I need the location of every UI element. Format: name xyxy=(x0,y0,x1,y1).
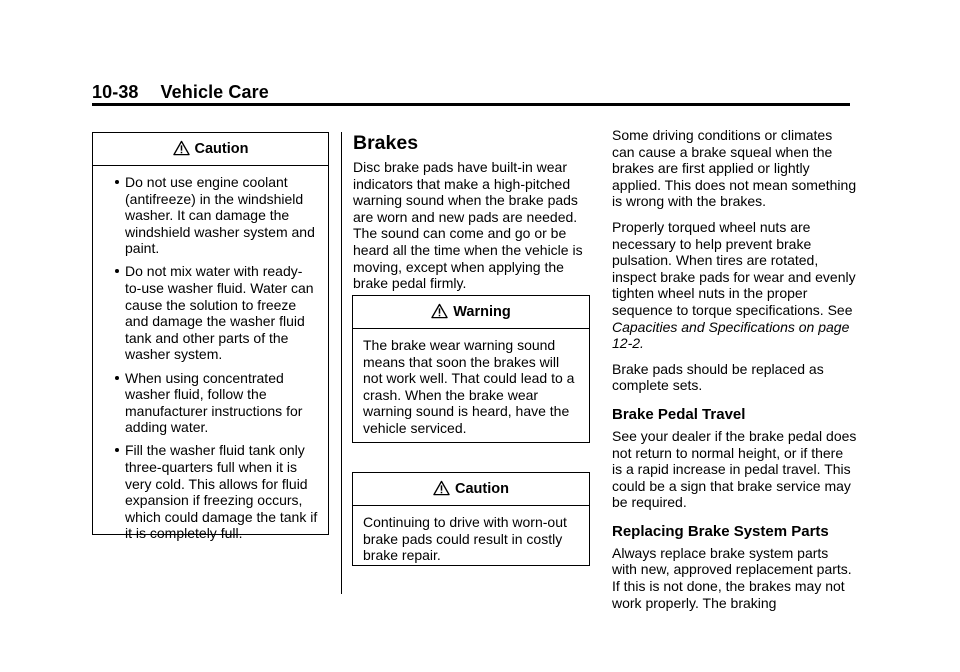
replacing-parts-heading: Replacing Brake System Parts xyxy=(612,522,829,540)
brake-pedal-travel-paragraph: See your dealer if the brake pedal does not return to normal height, or if there is a rapid increase in pedal travel. This could be a sign that brake service may be required. xyxy=(612,427,857,511)
warning-box-brake-wear xyxy=(352,295,590,443)
capacities-link[interactable]: Capacities and Specifications on page 12-2. xyxy=(612,318,850,352)
brake-squeal-paragraph: Some driving conditions or climates can cause a brake squeal when the brakes are first applied or lightly applied. This does not mean something is wrong with the brakes. xyxy=(612,127,857,210)
alert-triangle-icon xyxy=(431,303,448,319)
bullet-icon xyxy=(115,180,119,184)
page-number: 10-38 xyxy=(92,82,139,102)
brakes-section xyxy=(353,131,593,301)
caution-bullet-list xyxy=(103,174,318,542)
list-item-text: Do not use engine coolant (antifreeze) in the windshield washer. It can damage the windshield washer system and paint. xyxy=(125,174,315,257)
list-item-text: Fill the washer fluid tank only three-quarters full when it is very cold. This allows for fluid expansion if freezing occurs, which could damage the tank if it is completely full. xyxy=(125,442,318,542)
caution-box-body: Continuing to drive with worn-out brake pads could result in costly brake repair. xyxy=(363,514,567,564)
bullet-icon xyxy=(115,269,119,273)
caution-box-body xyxy=(93,166,328,542)
replacing-parts-paragraph: Always replace brake system parts with new, approved replacement parts. If this is not done, the brakes may not work properly. The braking xyxy=(612,544,852,611)
caution-box-title: Caution xyxy=(455,481,509,497)
wheel-nuts-paragraph xyxy=(612,219,857,352)
caution-box-title: Caution xyxy=(194,141,249,157)
caution-box-worn-pads xyxy=(352,472,590,566)
alert-triangle-icon xyxy=(433,480,450,496)
header-rule xyxy=(92,103,850,106)
warning-box-header xyxy=(353,296,589,329)
caution-box-header xyxy=(93,133,328,166)
right-column xyxy=(612,127,857,620)
list-item-text: When using concentrated washer fluid, follow the manufacturer instructions for adding water. xyxy=(125,369,303,436)
list-item-text: Do not mix water with ready-to-use washer fluid. Water can cause the solution to freeze and damage the washer fluid tank and other parts of the washer system. xyxy=(125,263,314,363)
warning-box-body: The brake wear warning sound means that soon the brakes will not work well. That could lead to a crash. When the brake wear warning sound is heard, have the vehicle serviced. xyxy=(363,337,575,436)
list-item xyxy=(103,442,318,542)
bullet-icon xyxy=(115,448,119,452)
brakes-paragraph: Disc brake pads have built-in wear indicators that make a high-pitched warning sound when the brake pads are worn and new pads are needed. The sound can come and go or be heard all the time when the vehicle is moving, except when applying the brake pedal firmly. xyxy=(353,159,583,292)
section-title: Vehicle Care xyxy=(160,82,269,102)
list-item xyxy=(103,174,318,257)
bullet-icon xyxy=(115,376,119,380)
list-item xyxy=(103,263,318,363)
brakes-heading: Brakes xyxy=(353,132,419,154)
list-item xyxy=(103,370,318,436)
column-divider xyxy=(341,132,342,594)
caution-box-header xyxy=(353,473,589,506)
warning-box-title: Warning xyxy=(453,304,511,320)
brake-pads-paragraph: Brake pads should be replaced as complete sets. xyxy=(612,360,824,394)
brake-pedal-travel-heading: Brake Pedal Travel xyxy=(612,405,746,423)
alert-triangle-icon xyxy=(173,140,190,156)
wheel-nuts-text: Properly torqued wheel nuts are necessary to help prevent brake pulsation. When tires are rotated, inspect brake pads for wear and evenly tighten wheel nuts in the proper sequence to torque specifications. See xyxy=(612,218,856,318)
caution-box-washer-fluid xyxy=(92,132,329,542)
page-header xyxy=(92,82,269,103)
